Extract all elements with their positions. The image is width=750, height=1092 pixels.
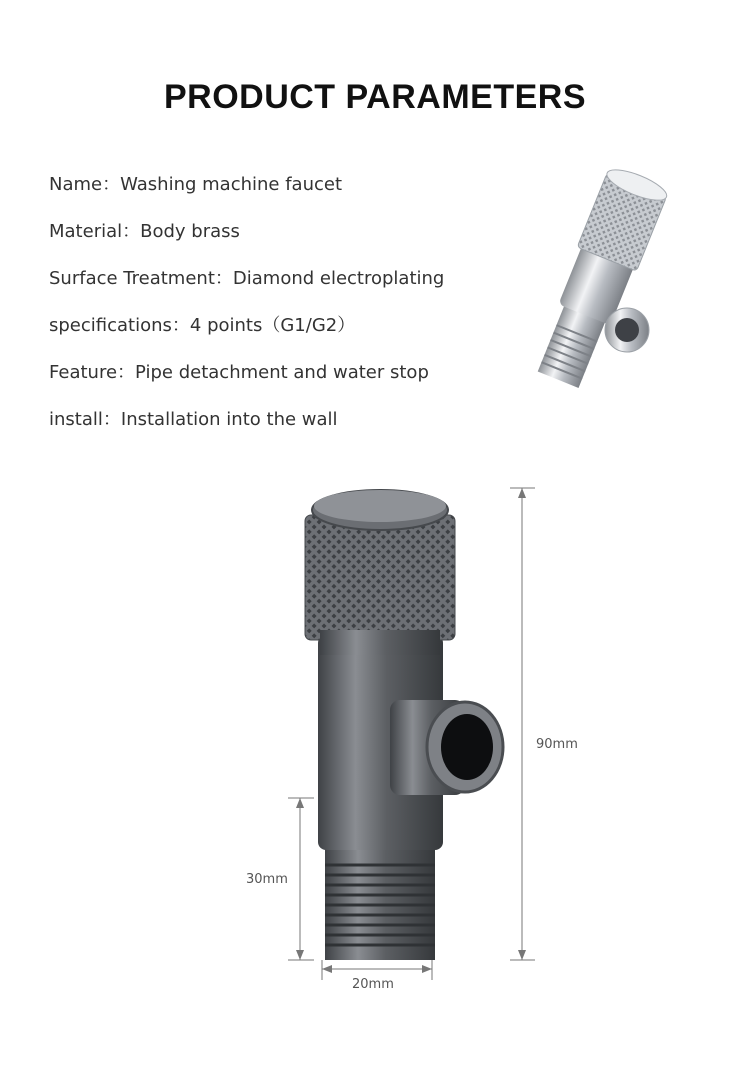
spec-feature [49,358,444,405]
page-title: PRODUCT PARAMETERS [163,78,587,116]
spec-value: Pipe detachment and water stop [135,362,429,383]
spec-specifications [49,311,444,358]
thread-width-dimension-label: 20mm [352,977,394,992]
spec-surface-treatment [49,264,444,311]
spec-value: Diamond electroplating [232,268,445,289]
spec-value: 4 points（G1/G2） [189,315,356,336]
spec-material [49,217,444,264]
spec-list [49,170,444,452]
chrome-valve-thumbnail [515,160,690,425]
spec-value: Installation into the wall [120,409,338,430]
spec-label: Name： [49,174,121,195]
thread-length-dimension-label: 30mm [246,872,288,887]
spec-label: Material： [49,221,141,242]
spec-label: Feature： [49,362,136,383]
spec-install [49,405,444,452]
spec-label: Surface Treatment： [49,268,233,289]
gunmetal-valve-diagram [230,470,610,1000]
spec-label: specifications： [49,315,190,336]
height-dimension-label: 90mm [536,737,578,752]
spec-value: Body brass [140,221,240,242]
spec-value: Washing machine faucet [120,174,343,195]
spec-label: install： [49,409,121,430]
spec-name [49,170,444,217]
